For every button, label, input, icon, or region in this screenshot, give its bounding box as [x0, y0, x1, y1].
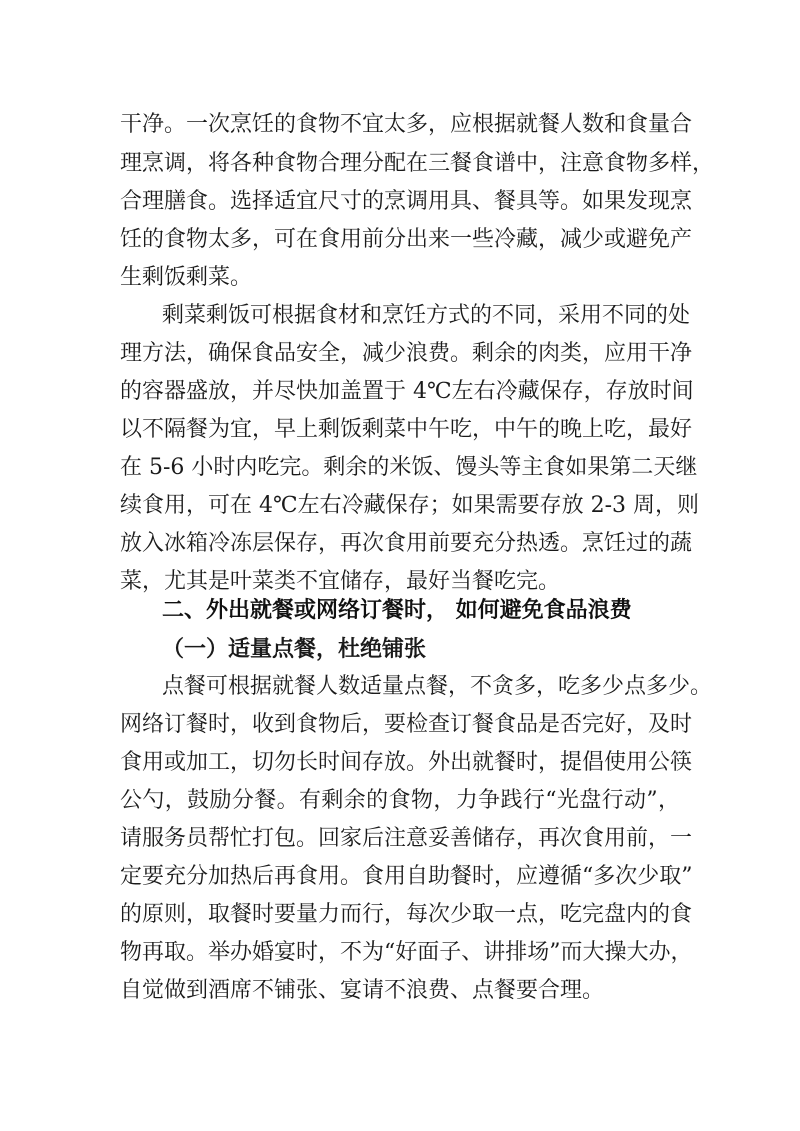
paragraph-1-line-1: 干净。一次烹饪的食物不宜太多，应根据就餐人数和食量合	[120, 112, 693, 137]
paragraph-3-line-2: 网络订餐时，收到食物后，要检查订餐食品是否完好，及时	[120, 712, 693, 737]
paragraph-3-line-9: 自觉做到酒席不铺张、宴请不浪费、点餐要合理。	[120, 978, 605, 1003]
paragraph-2-line-4: 以不隔餐为宜，早上剩饭剩菜中午吃，中午的晚上吃，最好	[120, 417, 693, 442]
subsection-heading: （一）适量点餐，杜绝铺张	[162, 636, 427, 662]
paragraph-2-line-1: 剩菜剩饭可根据食材和烹饪方式的不同，采用不同的处	[162, 303, 691, 328]
paragraph-3-line-5: 请服务员帮忙打包。回家后注意妥善储存，再次食用前，一	[120, 826, 693, 851]
paragraph-3-line-3: 食用或加工，切勿长时间存放。外出就餐时，提倡使用公筷	[120, 750, 693, 775]
paragraph-2-line-6: 续食用，可在 4℃左右冷藏保存；如果需要存放 2-3 周，则	[120, 493, 700, 518]
paragraph-2-line-8: 菜，尤其是叶菜类不宜储存，最好当餐吃完。	[120, 569, 561, 594]
paragraph-3-line-4: 公勺，鼓励分餐。有剩余的食物，力争践行“光盘行动”，	[120, 788, 680, 813]
paragraph-2-line-3: 的容器盛放，并尽快加盖置于 4℃左右冷藏保存，存放时间	[120, 379, 694, 404]
paragraph-2-line-7: 放入冰箱冷冻层保存，再次食用前要充分热透。烹饪过的蔬	[120, 531, 693, 556]
paragraph-2-line-5: 在 5-6 小时内吃完。剩余的米饭、馒头等主食如果第二天继	[120, 455, 698, 480]
paragraph-2-line-2: 理方法，确保食品安全，减少浪费。剩余的肉类，应用干净	[120, 341, 693, 366]
paragraph-3-line-1: 点餐可根据就餐人数适量点餐，不贪多，吃多少点多少。	[162, 674, 713, 699]
paragraph-3-line-6: 定要充分加热后再食用。食用自助餐时，应遵循“多次少取”	[120, 864, 693, 889]
paragraph-3-line-8: 物再取。举办婚宴时，不为“好面子、讲排场”而大操大办，	[120, 940, 693, 965]
paragraph-1-line-5: 生剩饭剩菜。	[120, 265, 253, 290]
paragraph-1-line-3: 合理膳食。选择适宜尺寸的烹调用具、餐具等。如果发现烹	[120, 189, 693, 214]
paragraph-3-line-7: 的原则，取餐时要量力而行，每次少取一点，吃完盘内的食	[120, 902, 693, 927]
paragraph-1-line-2: 理烹调，将各种食物合理分配在三餐食谱中，注意食物多样，	[120, 151, 715, 176]
paragraph-1-line-4: 饪的食物太多，可在食用前分出来一些冷藏，减少或避免产	[120, 227, 693, 252]
section-heading: 二、外出就餐或网络订餐时， 如何避免食品浪费	[162, 598, 632, 623]
